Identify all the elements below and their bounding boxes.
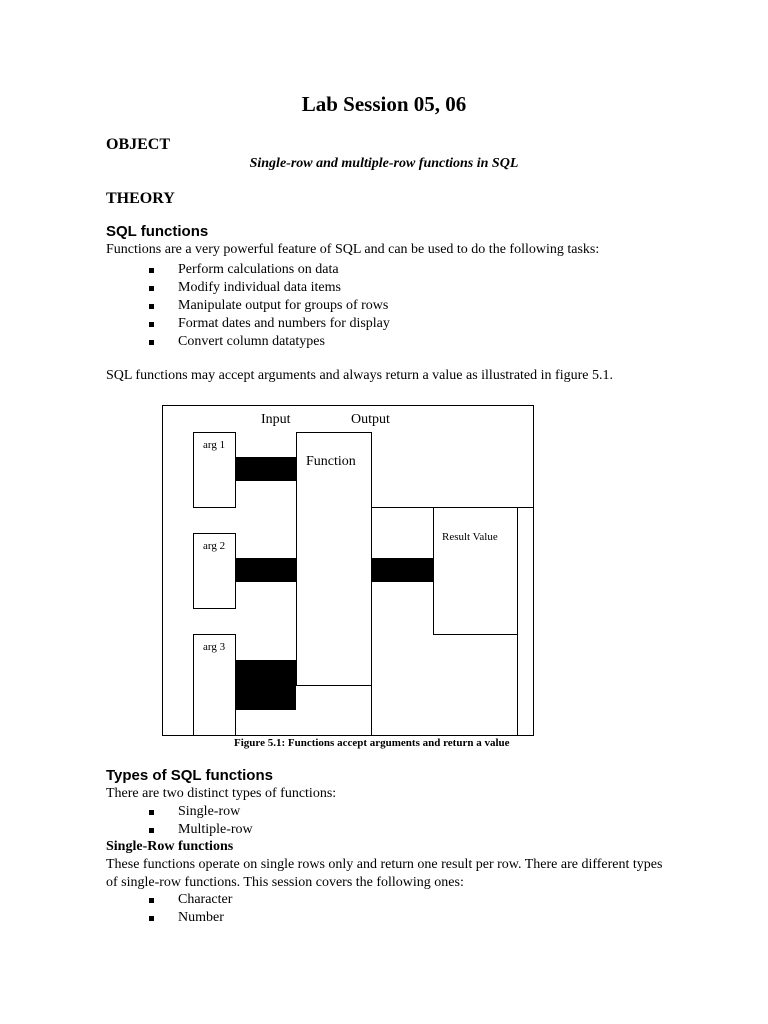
page-title: Lab Session 05, 06 bbox=[301, 92, 467, 116]
bullet-icon bbox=[149, 810, 154, 815]
types-intro: There are two distinct types of functions: bbox=[106, 786, 337, 801]
single-row-text-line1: These functions operate on single rows only and return one result per row. There are different types bbox=[106, 857, 663, 872]
bullet-icon bbox=[149, 268, 154, 273]
output-connector bbox=[372, 558, 433, 582]
right-edge-strip bbox=[517, 507, 534, 736]
bullet-icon bbox=[149, 916, 154, 921]
arg3-label: arg 3 bbox=[203, 641, 226, 653]
arg2-connector bbox=[236, 558, 296, 582]
bullet-icon bbox=[149, 828, 154, 833]
object-heading: OBJECT bbox=[106, 136, 171, 153]
list-item: Format dates and numbers for display bbox=[146, 315, 390, 333]
list-item: Modify individual data items bbox=[146, 279, 390, 297]
bullet-icon bbox=[149, 898, 154, 903]
arg3-connector bbox=[236, 660, 296, 710]
types-heading: Types of SQL functions bbox=[106, 767, 273, 784]
bullet-icon bbox=[149, 286, 154, 291]
sql-functions-heading: SQL functions bbox=[106, 223, 209, 240]
output-label: Output bbox=[351, 412, 390, 427]
bullet-icon bbox=[149, 322, 154, 327]
list-item: Manipulate output for groups of rows bbox=[146, 297, 390, 315]
single-row-list bbox=[146, 891, 232, 927]
sql-functions-intro: Functions are a very powerful feature of SQL and can be used to do the following tasks: bbox=[106, 242, 600, 257]
theory-heading: THEORY bbox=[106, 190, 175, 207]
result-box bbox=[433, 507, 518, 635]
list-item: Perform calculations on data bbox=[146, 261, 390, 279]
task-list bbox=[146, 261, 390, 351]
list-item: Convert column datatypes bbox=[146, 333, 390, 351]
input-label: Input bbox=[261, 412, 291, 427]
arg1-connector bbox=[236, 457, 296, 481]
list-item: Number bbox=[146, 909, 232, 927]
arg1-label: arg 1 bbox=[203, 439, 226, 451]
list-item: Multiple-row bbox=[146, 821, 253, 839]
bullet-icon bbox=[149, 304, 154, 309]
figure-reference-text: SQL functions may accept arguments and always return a value as illustrated in figure 5.1. bbox=[106, 368, 613, 383]
list-item: Character bbox=[146, 891, 232, 909]
single-row-text-line2: of single-row functions. This session covers the following ones: bbox=[106, 875, 464, 890]
types-list bbox=[146, 803, 253, 839]
bullet-icon bbox=[149, 340, 154, 345]
arg2-label: arg 2 bbox=[203, 540, 226, 552]
figure-caption: Figure 5.1: Functions accept arguments and return a value bbox=[234, 737, 510, 749]
function-box bbox=[296, 432, 372, 686]
single-row-heading: Single-Row functions bbox=[106, 839, 234, 854]
list-item: Single-row bbox=[146, 803, 253, 821]
function-label: Function bbox=[306, 454, 356, 469]
result-label: Result Value bbox=[442, 531, 498, 543]
object-subtitle: Single-row and multiple-row functions in SQL bbox=[249, 156, 519, 171]
